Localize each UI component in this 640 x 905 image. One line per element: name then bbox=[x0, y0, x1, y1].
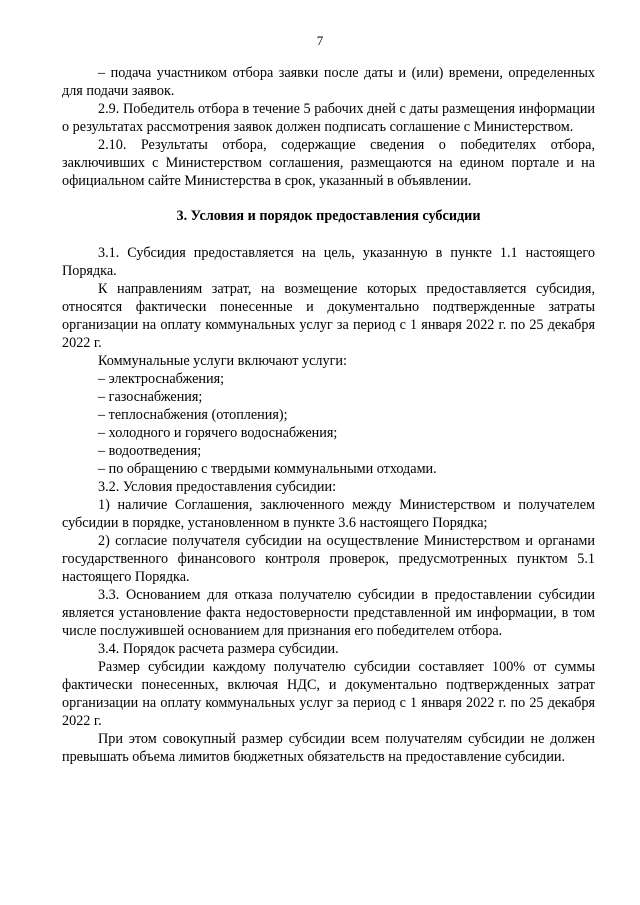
paragraph: 3.2. Условия предоставления субсидии: bbox=[98, 479, 337, 495]
paragraph: 3.4. Порядок расчета размера субсидии. bbox=[98, 641, 339, 657]
paragraph: 3.3. Основанием для отказа получателю субсидии в предоставлении субсидии является установление факта недостоверности представленной им информации, в том числе послужившей основанием для признания его победителем отбора. bbox=[62, 587, 595, 639]
paragraph: Коммунальные услуги включают услуги: bbox=[98, 353, 347, 369]
section-title: 3. Условия и порядок предоставления субсидии bbox=[176, 208, 481, 224]
service-item: – электроснабжения; bbox=[98, 371, 225, 387]
service-item: – холодного и горячего водоснабжения; bbox=[98, 425, 338, 441]
paragraph: 2.10. Результаты отбора, содержащие сведения о победителях отбора, заключивших с Министерством соглашения, размещаются на едином портале и на официальном сайте Министерства в срок, указанный в объявлении. bbox=[62, 137, 595, 189]
document-body bbox=[62, 64, 595, 766]
service-item: – газоснабжения; bbox=[98, 389, 203, 405]
paragraph: 3.1. Субсидия предоставляется на цель, указанную в пункте 1.1 настоящего Порядка. bbox=[62, 245, 595, 279]
page-number: 7 bbox=[316, 33, 324, 48]
paragraph: При этом совокупный размер субсидии всем получателям субсидии не должен превышать объема лимитов бюджетных обязательств на предоставление субсидии. bbox=[62, 731, 595, 765]
paragraph: – подача участником отбора заявки после даты и (или) времени, определенных для подачи заявок. bbox=[62, 65, 595, 99]
paragraph: К направлениям затрат, на возмещение которых предоставляется субсидия, относятся фактически понесенные и документально подтвержденные затраты организации на оплату коммунальных услуг за период с 1 января 2022 г. по 25 декабря 2022 г. bbox=[62, 281, 595, 351]
service-item: – по обращению с твердыми коммунальными отходами. bbox=[98, 461, 437, 477]
paragraph: 1) наличие Соглашения, заключенного между Министерством и получателем субсидии в порядке, установленном в пункте 3.6 настоящего Порядка; bbox=[62, 497, 595, 531]
paragraph: 2) согласие получателя субсидии на осуществление Министерством и органами государственного финансового контроля проверок, предусмотренных пунктом 5.1 настоящего Порядка. bbox=[62, 533, 595, 585]
paragraph: Размер субсидии каждому получателю субсидии составляет 100% от суммы фактически понесенных, включая НДС, и документально подтвержденных затрат организации на оплату коммунальных услуг за период с 1 января 2022 г. по 25 декабря 2022 г. bbox=[62, 659, 595, 729]
service-item: – теплоснабжения (отопления); bbox=[98, 407, 288, 423]
service-item: – водоотведения; bbox=[98, 443, 202, 459]
paragraph: 2.9. Победитель отбора в течение 5 рабочих дней с даты размещения информации о результатах рассмотрения заявок должен подписать соглашение с Министерством. bbox=[62, 101, 595, 135]
